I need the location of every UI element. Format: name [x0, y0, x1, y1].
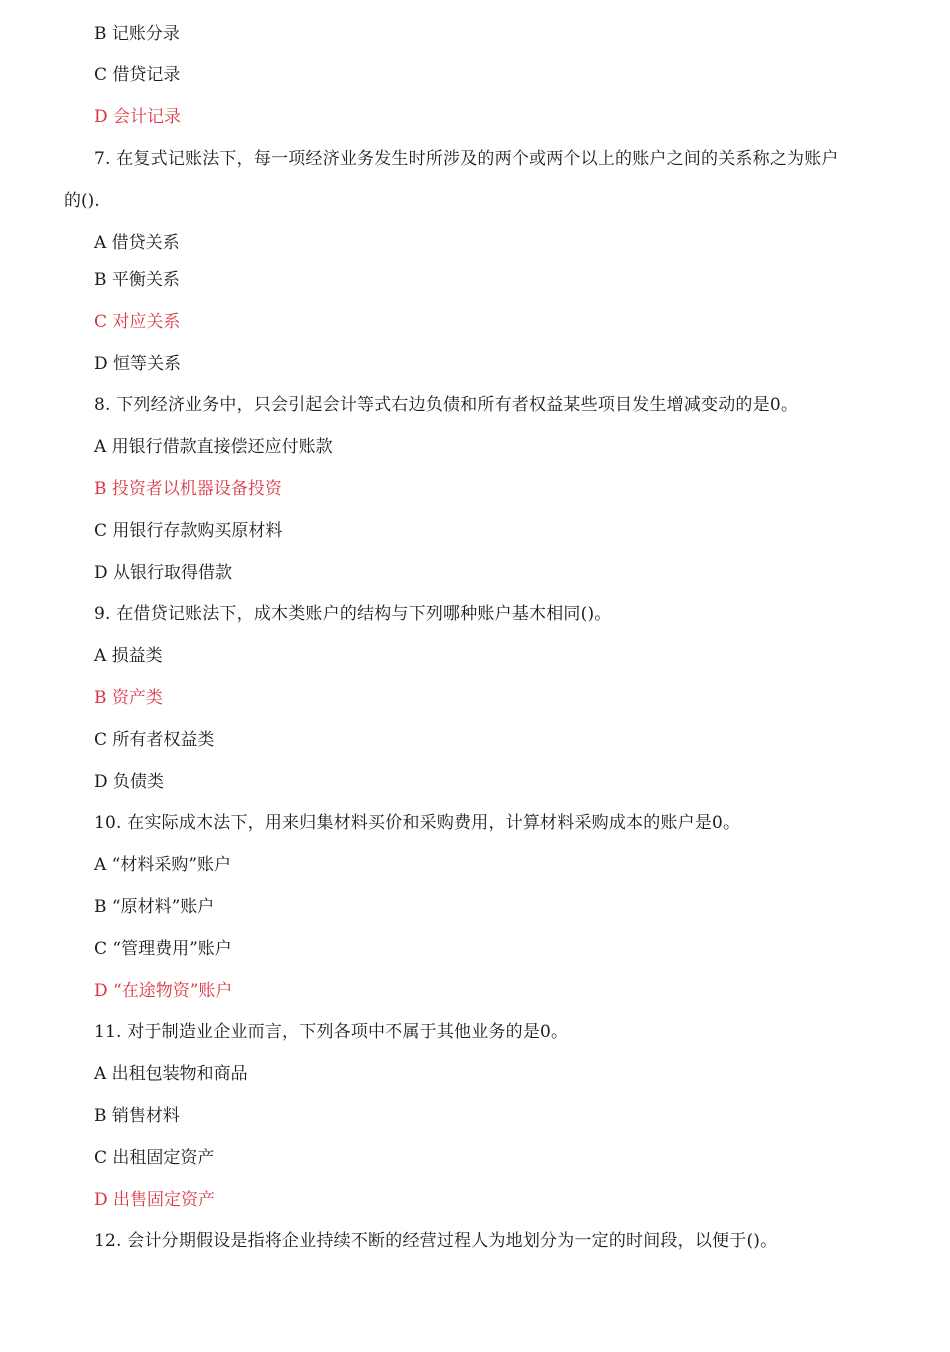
option-c-q7-answer: C 对应关系	[94, 312, 181, 332]
option-c-q11: C 出租固定资产	[94, 1148, 215, 1168]
option-c-q6: C 借贷记录	[94, 65, 181, 85]
option-b-q9-answer: B 资产类	[94, 688, 163, 708]
option-b-q10: B “原材料”账户	[94, 897, 215, 917]
option-b-q7: B 平衡关系	[94, 270, 180, 290]
question-7-continuation: 的().	[64, 191, 100, 211]
question-8: 8. 下列经济业务中，只会引起会计等式右边负债和所有者权益某些项目发生增减变动的是0。	[94, 395, 799, 415]
question-9: 9. 在借贷记账法下，成木类账户的结构与下列哪种账户基木相同()。	[94, 604, 612, 624]
option-c-q8: C 用银行存款购买原材料	[94, 521, 283, 541]
option-b-q6: B 记账分录	[94, 24, 180, 44]
question-12: 12. 会计分期假设是指将企业持续不断的经营过程人为地划分为一定的时间段，以便于()。	[94, 1231, 778, 1251]
option-d-q7: D 恒等关系	[94, 354, 182, 374]
option-a-q7: A 借贷关系	[94, 233, 180, 253]
question-10: 10. 在实际成木法下，用来归集材料买价和采购费用，计算材料采购成本的账户是0。	[94, 813, 741, 833]
option-a-q10: A “材料采购”账户	[94, 855, 232, 875]
option-d-q6-answer: D 会计记录	[94, 107, 182, 127]
option-d-q8: D 从银行取得借款	[94, 563, 233, 583]
option-b-q11: B 销售材料	[94, 1106, 180, 1126]
option-d-q10-answer: D “在途物资”账户	[94, 981, 233, 1001]
question-11: 11. 对于制造业企业而言，下列各项中不属于其他业务的是0。	[94, 1022, 569, 1042]
option-c-q9: C 所有者权益类	[94, 730, 215, 750]
option-a-q8: A 用银行借款直接偿还应付账款	[94, 437, 333, 457]
option-c-q10: C “管理费用”账户	[94, 939, 232, 959]
option-a-q9: A 损益类	[94, 646, 163, 666]
option-b-q8-answer: B 投资者以机器设备投资	[94, 479, 282, 499]
option-a-q11: A 出租包装物和商品	[94, 1064, 248, 1084]
option-d-q11-answer: D 出售固定资产	[94, 1190, 216, 1210]
option-d-q9: D 负债类	[94, 772, 165, 792]
question-7: 7. 在复式记账法下，每一项经济业务发生时所涉及的两个或两个以上的账户之间的关系称之为账户	[94, 149, 839, 169]
